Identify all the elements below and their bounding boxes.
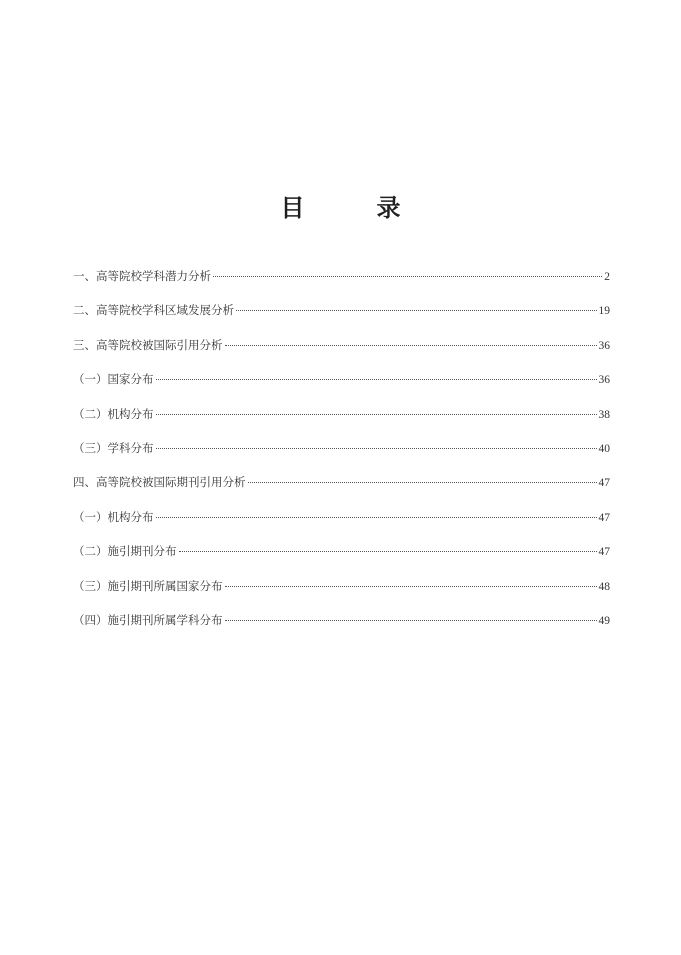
toc-entry-page: 47 <box>598 546 610 559</box>
toc-entry-label: 一、高等院校学科潜力分析 <box>73 269 211 283</box>
toc-entry-label: （二）施引期刊分布 <box>73 544 177 559</box>
toc-entry-7[interactable] <box>73 472 610 506</box>
dot-leader <box>248 482 597 483</box>
toc-entry-label: 二、高等院校学科区域发展分析 <box>73 303 234 318</box>
dot-leader <box>179 551 597 552</box>
toc-entry-10[interactable] <box>73 576 610 610</box>
toc-entry-page: 49 <box>598 614 610 627</box>
toc-entry-label: （三）学科分布 <box>73 440 154 455</box>
dot-leader <box>225 620 597 621</box>
toc-entry-5[interactable] <box>73 404 610 438</box>
page-title: 目 录 <box>280 193 425 222</box>
toc-entry-1[interactable] <box>73 266 610 300</box>
toc-entry-page: 19 <box>598 305 610 318</box>
toc-entry-label: （一）机构分布 <box>73 509 154 524</box>
toc-entry-page: 2 <box>604 271 610 283</box>
dot-leader <box>156 379 597 380</box>
toc-entry-label: 四、高等院校被国际期刊引用分析 <box>73 475 246 490</box>
dot-leader <box>213 276 602 277</box>
dot-leader <box>236 310 597 311</box>
toc-entry-9[interactable] <box>73 541 610 575</box>
toc-entry-label: （三）施引期刊所属国家分布 <box>73 578 223 593</box>
toc-entry-4[interactable] <box>73 369 610 403</box>
toc-entry-2[interactable] <box>73 300 610 334</box>
toc-entry-6[interactable] <box>73 438 610 472</box>
toc-entry-11[interactable] <box>73 610 610 644</box>
toc-entry-3[interactable] <box>73 335 610 369</box>
toc-entry-label: 三、高等院校被国际引用分析 <box>73 337 223 352</box>
toc-entry-8[interactable] <box>73 507 610 541</box>
toc-entry-page: 48 <box>598 580 610 593</box>
toc-entry-page: 47 <box>598 511 610 524</box>
toc-entry-page: 47 <box>598 477 610 490</box>
toc-entry-page: 36 <box>598 339 610 352</box>
table-of-contents <box>73 266 610 644</box>
toc-entry-page: 36 <box>598 374 610 387</box>
toc-entry-label: （一）国家分布 <box>73 372 154 387</box>
dot-leader <box>225 586 597 587</box>
dot-leader <box>225 345 597 346</box>
toc-entry-label: （二）机构分布 <box>73 406 154 421</box>
toc-entry-page: 38 <box>598 408 610 421</box>
dot-leader <box>156 517 597 518</box>
dot-leader <box>156 448 597 449</box>
toc-entry-page: 40 <box>598 442 610 455</box>
toc-entry-label: （四）施引期刊所属学科分布 <box>73 612 223 627</box>
dot-leader <box>156 414 597 415</box>
